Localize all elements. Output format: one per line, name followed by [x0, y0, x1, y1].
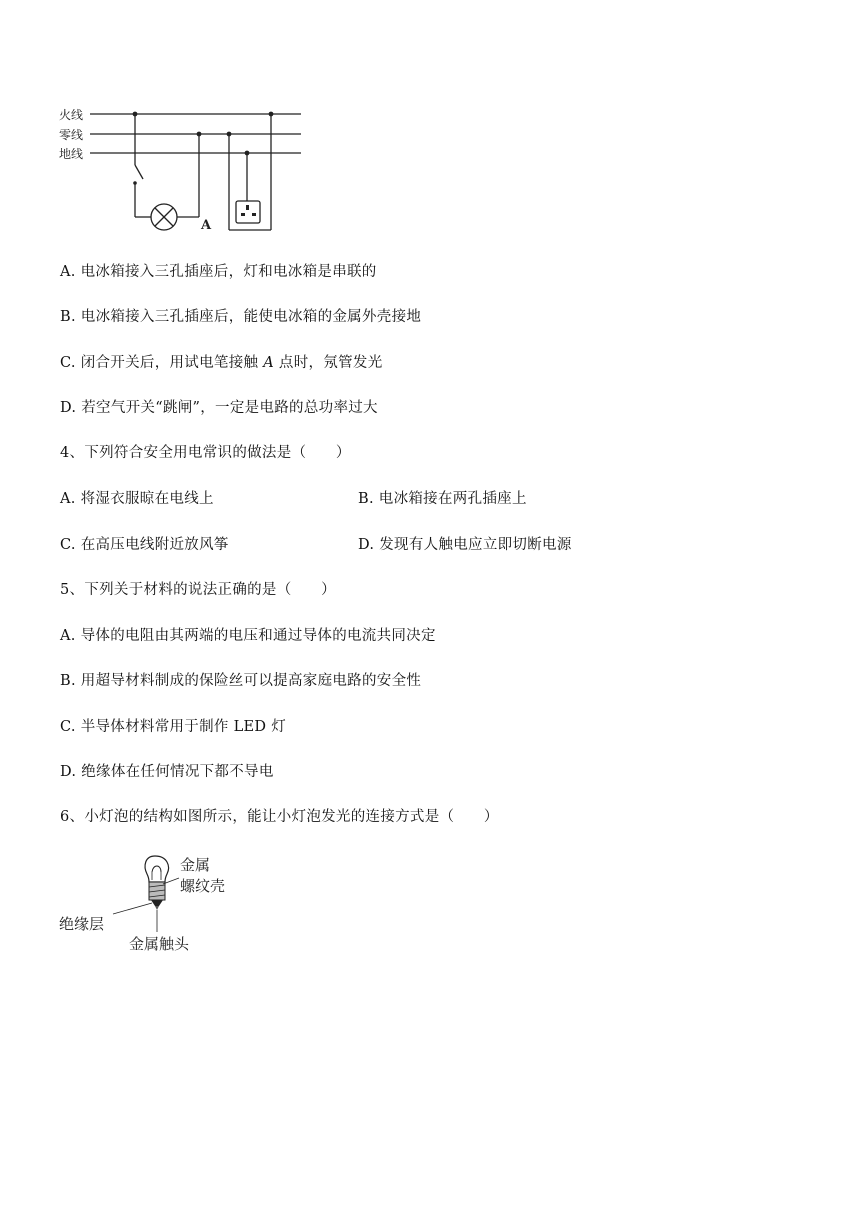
q3-option-a: A. 电冰箱接入三孔插座后，灯和电冰箱是串联的	[60, 264, 377, 280]
q3-option-b: B. 电冰箱接入三孔插座后，能使电冰箱的金属外壳接地	[60, 309, 422, 325]
label-metal: 金属	[180, 856, 211, 874]
q4-stem: 4、下列符合安全用电常识的做法是（ ）	[60, 445, 351, 461]
circuit-svg	[55, 105, 305, 235]
q3-option-c-prefix: C. 闭合开关后，用试电笔接触	[60, 355, 264, 371]
label-live-wire: 火线	[59, 108, 84, 122]
q5-option-a: A. 导体的电阻由其两端的电压和通过导体的电流共同决定	[60, 628, 436, 644]
q6-stem: 6、小灯泡的结构如图所示，能让小灯泡发光的连接方式是（ ）	[60, 809, 499, 825]
circuit-diagram	[55, 105, 305, 235]
label-point-a: A	[201, 218, 212, 233]
three-pin-socket	[236, 201, 260, 223]
bulb-contact	[155, 906, 159, 910]
bulb-glass	[145, 856, 168, 882]
label-neutral-wire: 零线	[59, 128, 84, 142]
q4-option-a: A. 将湿衣服晾在电线上	[60, 491, 214, 507]
q4-option-c: C. 在高压电线附近放风筝	[60, 537, 229, 553]
bulb-diagram	[55, 850, 255, 960]
q5-option-c: C. 半导体材料常用于制作 LED 灯	[60, 719, 287, 735]
q5-option-d: D. 绝缘体在任何情况下都不导电	[60, 764, 274, 780]
q3-option-c	[60, 353, 383, 373]
q4-option-d: D. 发现有人触电应立即切断电源	[358, 537, 572, 553]
q5-stem: 5、下列关于材料的说法正确的是（ ）	[60, 582, 336, 598]
label-insulation: 绝缘层	[59, 915, 105, 933]
q5-option-b: B. 用超导材料制成的保险丝可以提高家庭电路的安全性	[60, 673, 422, 689]
bulb-insulation	[151, 900, 163, 906]
q3-option-c-suffix: 点时，氖管发光	[274, 355, 383, 371]
q4-option-b: B. 电冰箱接在两孔插座上	[358, 491, 527, 507]
label-ground-wire: 地线	[59, 147, 84, 161]
q3-option-d: D. 若空气开关“跳闸”，一定是电路的总功率过大	[60, 400, 378, 416]
bulb-svg	[55, 850, 255, 960]
label-screw-shell: 螺纹壳	[180, 877, 226, 895]
switch-blade	[135, 165, 143, 179]
label-metal-contact: 金属触头	[129, 935, 190, 953]
q3-option-c-point: A	[263, 355, 274, 371]
